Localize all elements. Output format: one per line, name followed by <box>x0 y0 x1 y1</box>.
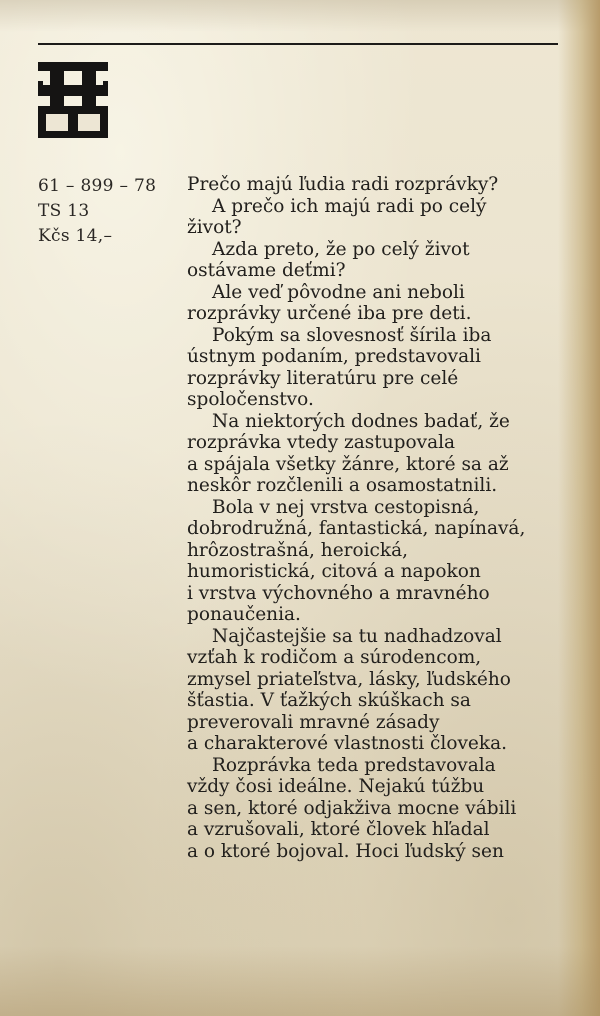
text-line: Rozprávka teda predstavovala <box>212 754 496 776</box>
publisher-monogram-icon <box>38 62 108 138</box>
paper-wear-spine <box>558 0 600 1016</box>
text-line: Azda preto, že po celý život <box>212 238 470 260</box>
text-line: rozprávky určené iba pre deti. <box>187 303 472 324</box>
text-line: šťastia. V ťažkých skúškach sa <box>187 690 471 711</box>
text-line: neskôr rozčlenili a osamostatnili. <box>187 475 498 496</box>
text-line: rozprávky literatúru pre celé <box>187 367 459 389</box>
text-line: Prečo majú ľudia radi rozprávky? <box>187 174 499 195</box>
text-line: rozprávka vtedy zastupovala <box>187 432 456 453</box>
text-line: humoristická, citová a napokon <box>187 561 481 582</box>
text-line: spoločenstvo. <box>187 389 314 410</box>
text-line: hrôzostrašná, heroická, <box>187 539 409 561</box>
text-line: vzťah k rodičom a súrodencom, <box>187 647 482 668</box>
text-line: život? <box>187 217 242 238</box>
text-line: zmysel priateľstva, lásky, ľudského <box>187 668 511 690</box>
text-line: a spájala všetky žánre, ktoré sa až <box>187 453 509 475</box>
text-line: Pokým sa slovesnosť šírila iba <box>212 324 492 346</box>
catalog-code: TS 13 <box>38 201 90 221</box>
text-line: Ale veď pôvodne ani neboli <box>212 281 465 303</box>
text-line: preverovali mravné zásady <box>187 711 440 733</box>
paper-wear-top <box>0 0 600 32</box>
catalog-number: 61 – 899 – 78 <box>38 176 157 196</box>
text-line: Bola v nej vrstva cestopisná, <box>212 496 480 518</box>
text-line: ostávame deťmi? <box>187 260 346 281</box>
catalog-info <box>38 174 188 249</box>
catalog-price: Kčs 14,– <box>38 226 113 246</box>
text-line: i vrstva výchovného a mravného <box>187 582 490 604</box>
text-line: Najčastejšie sa tu nadhadzoval <box>212 625 502 647</box>
text-line: a vzrušovali, ktoré človek hľadal <box>187 819 490 840</box>
text-line: dobrodružná, fantastická, napínavá, <box>187 518 526 539</box>
top-rule <box>38 43 558 45</box>
text-line: ústnym podaním, predstavovali <box>187 346 481 367</box>
text-line: vždy čosi ideálne. Nejakú túžbu <box>187 776 485 797</box>
text-line: ponaučenia. <box>187 604 301 625</box>
text-line: A prečo ich majú radi po celý <box>212 195 487 217</box>
blurb-text <box>187 174 557 862</box>
text-line: a o ktoré bojoval. Hoci ľudský sen <box>187 840 504 862</box>
text-line: a charakterové vlastnosti človeka. <box>187 733 507 754</box>
paper-wear-bottom <box>0 946 600 1016</box>
text-line: a sen, ktoré odjakživa mocne vábili <box>187 797 517 819</box>
text-line: Na niektorých dodnes badať, že <box>212 410 510 432</box>
